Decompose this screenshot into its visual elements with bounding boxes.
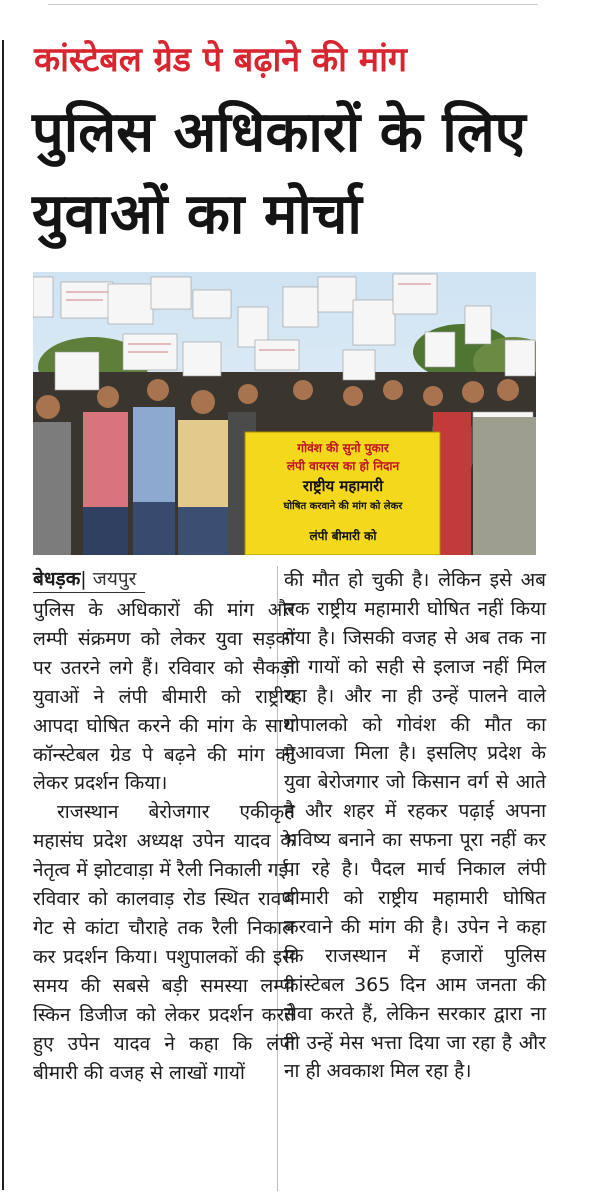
article-column-right xyxy=(284,566,546,1086)
article-column-left xyxy=(33,566,295,1087)
top-rule xyxy=(48,4,538,5)
dateline-city: जयपुर xyxy=(92,568,137,590)
banner-line-2: लंपी वायरस का हो निदान xyxy=(286,459,400,473)
left-column-rule xyxy=(2,40,4,1190)
body-paragraph-1: पुलिस के अधिकारों की मांग और लम्पी संक्रमण को लेकर युवा सड़कों पर उतरने लगे हैं। रविवार को सैकड़ो युवाओं ने लंपी बीमारी को राष्ट्रीय आपदा घोषित करने की मांग के साथ कॉन्स्टेबल ग्रेड पे बढ़ने की मांग को लेकर प्रदर्शन किया। xyxy=(33,599,295,795)
banner-line-3: राष्ट्रीय महामारी xyxy=(302,477,384,495)
protest-photo xyxy=(33,272,536,555)
body-paragraph-3: की मौत हो चुकी है। लेकिन इसे अब तक राष्ट्रीय महामारी घोषित नहीं किया गया है। जिसकी वजह से अब तक ना तो गायों को सही से इलाज नहीं मिल रहा है। और ना ही उन्हें पालने वाले गोपालको को गोवंश की मौत का मुआवजा मिला है। इसलिए प्रदेश के युवा बेरोजगार जो किसान वर्ग से आते है और शहर में रहकर पढ़ाई अपना भविष्य बनाने का सफना पूरा नहीं कर पा रहे है। पैदल मार्च निकाल लंपी बीमारी को राष्ट्रीय महामारी घोषित करवाने की मांग की है। उपेन ने कहा कि राजस्थान में हजारों पुलिस कांस्टेबल 365 दिन आम जनता की सेवा करते हैं, लेकिन सरकार द्वारा ना तो उन्हें मेस भत्ता दिया जा रहा है और ना ही अवकाश मिल रहा है। xyxy=(284,569,546,1083)
kicker-headline: कांस्टेबल ग्रेड पे बढ़ाने की मांग xyxy=(34,40,408,80)
banner-line-1: गोवंश की सुनो पुकार xyxy=(297,441,389,455)
dateline-separator: | xyxy=(80,568,87,590)
banner-line-5: लंपी बीमारी को xyxy=(309,529,377,543)
main-headline: पुलिस अधिकारों के लिए युवाओं का मोर्चा xyxy=(32,100,526,247)
banner-line-4: घोषित करवाने की मांग को लेकर xyxy=(283,501,403,512)
dateline-source: बेधड़क xyxy=(33,568,81,590)
body-paragraph-2: राजस्थान बेरोजगार एकीकृत महासंघ प्रदेश अध्यक्ष उपेन यादव के नेतृत्व में झोटवाड़ा में रैली निकाली गई। रविवार को कालवाड़ रोड स्थित रावण गेट से कांटा चौराहे तक रैली निकाल कर प्रदर्शन किया। पशुपालकों की इस समय की सबसे बड़ी समस्या लम्पी स्किन डिजीज को लेकर प्रदर्शन करते हुए उपेन यादव ने कहा कि लंपी बीमारी की वजह से लाखों गायों xyxy=(33,801,295,1084)
dateline xyxy=(33,566,145,593)
